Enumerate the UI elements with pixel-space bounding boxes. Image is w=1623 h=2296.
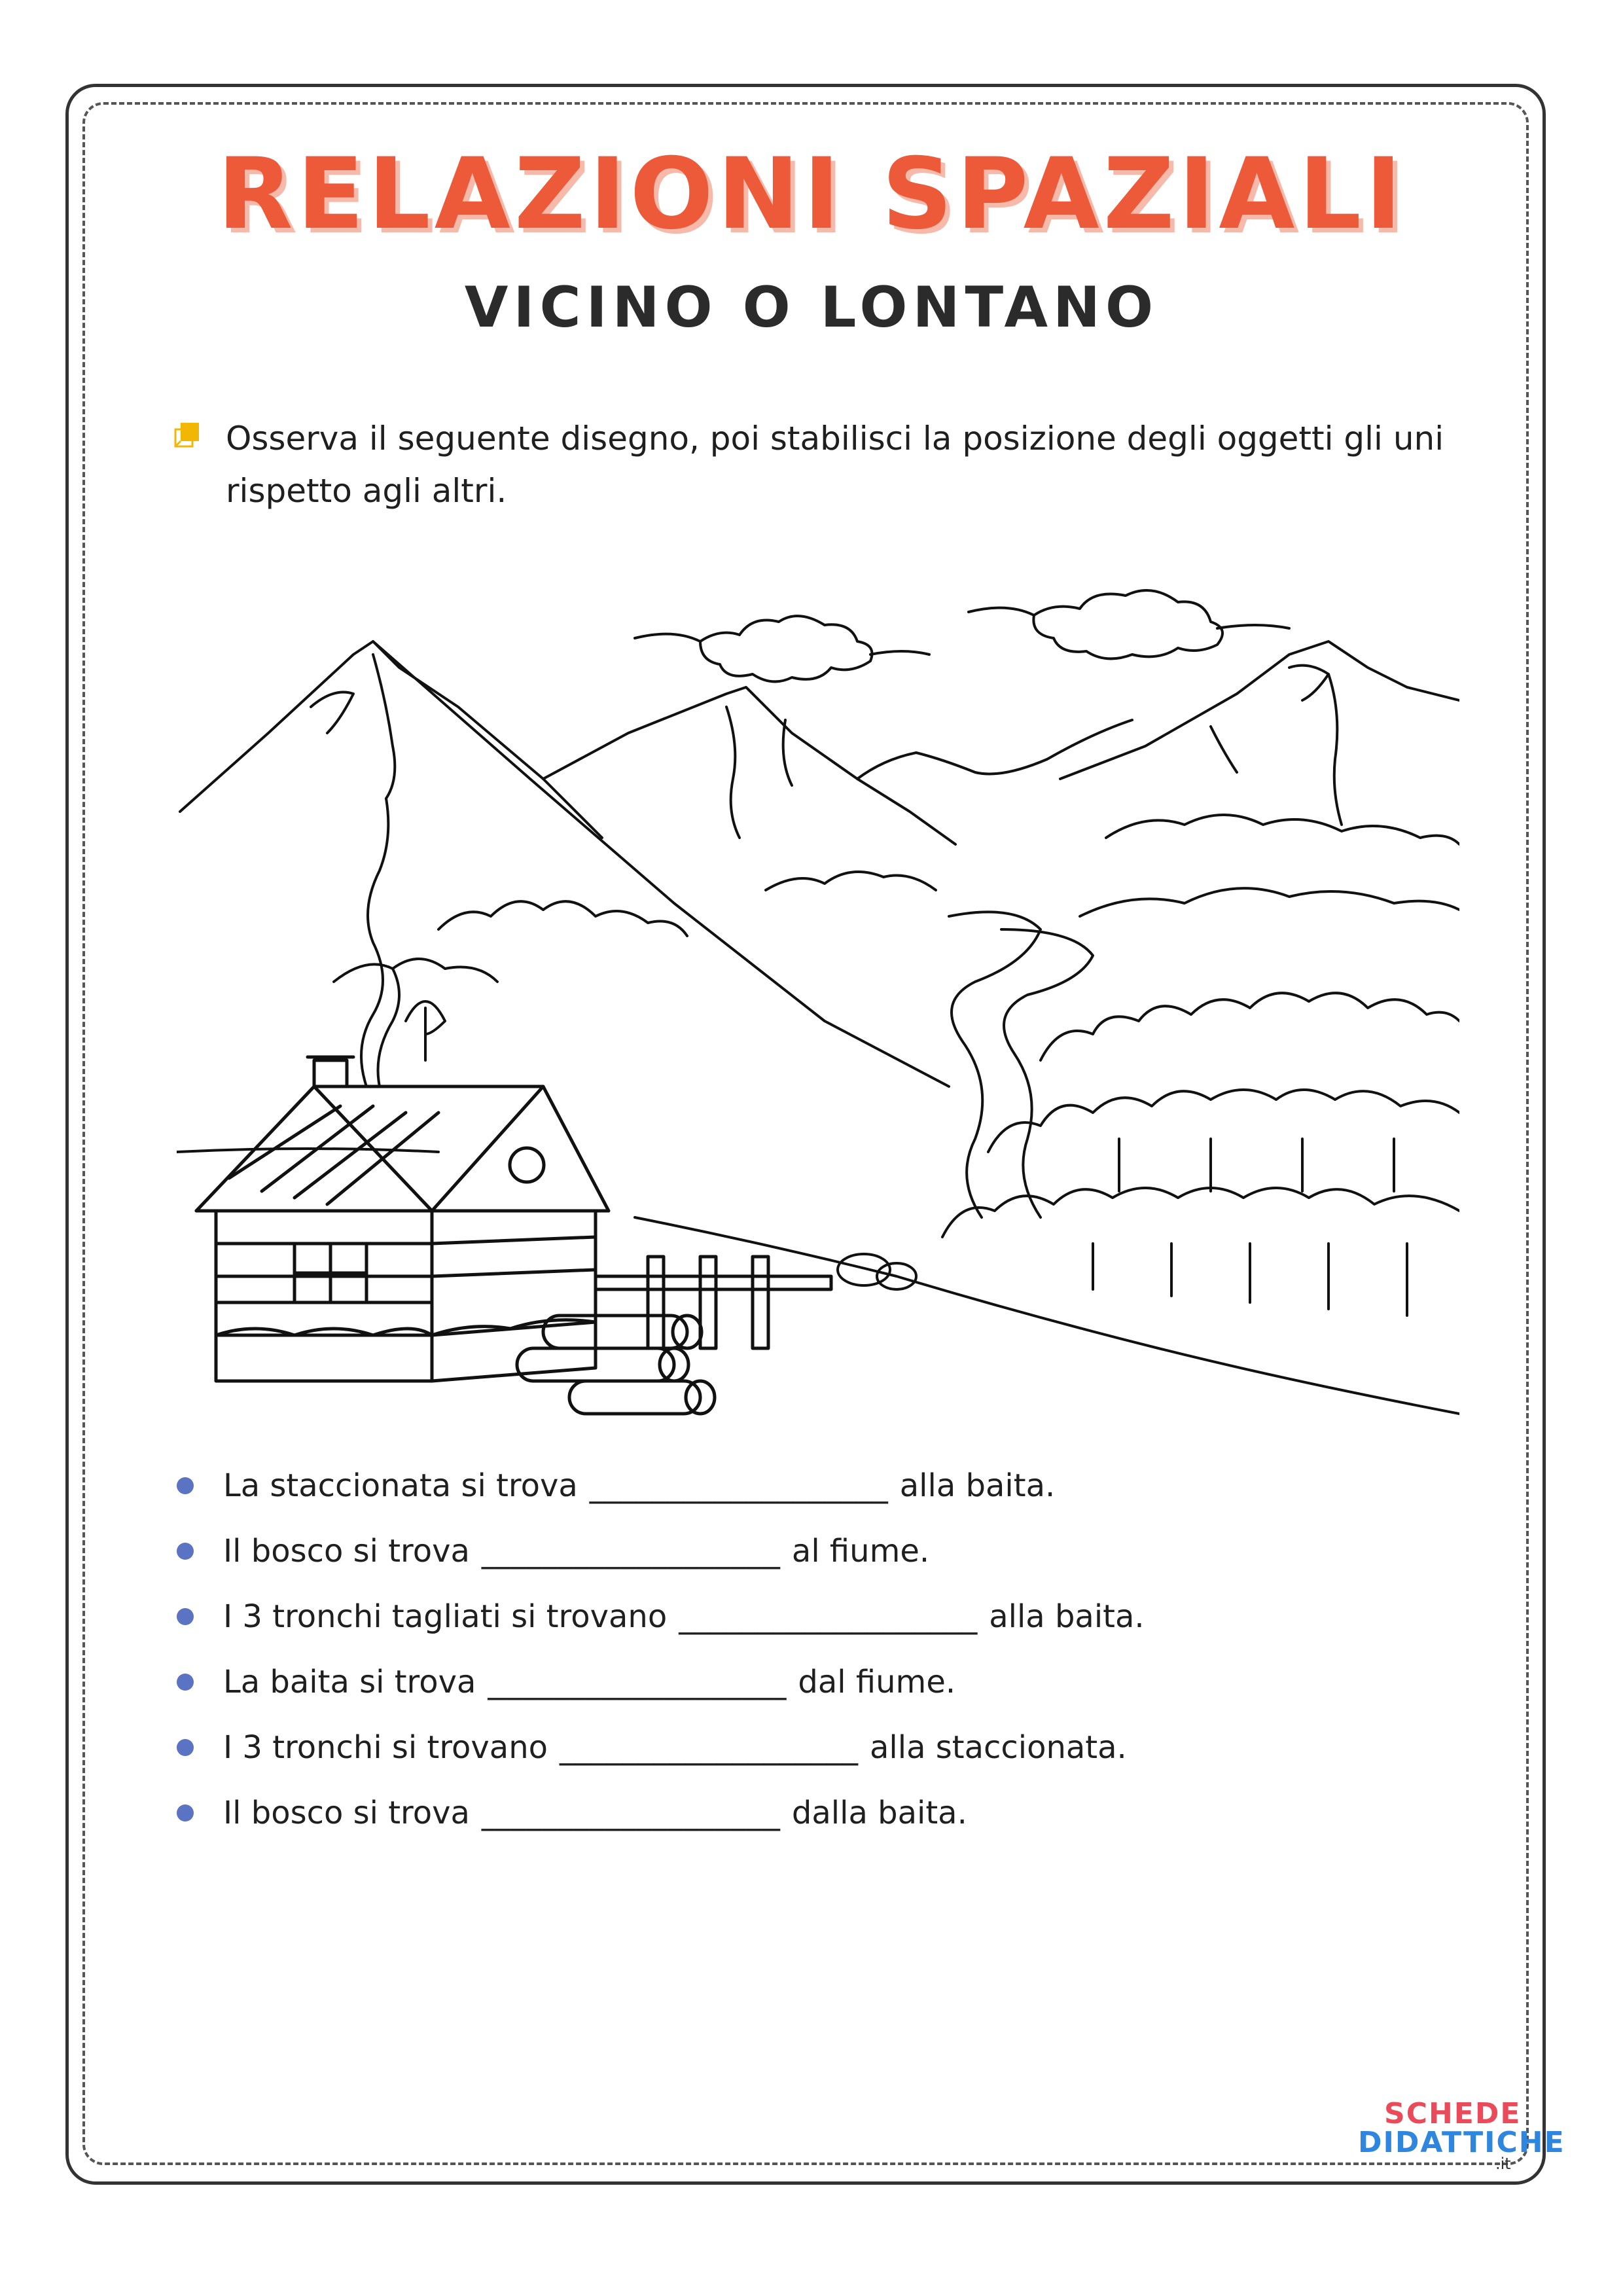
question-text-after: alla baita. bbox=[989, 1598, 1145, 1635]
question-text-after: al fiume. bbox=[791, 1533, 930, 1570]
question-item bbox=[177, 1584, 1486, 1649]
page-title: RELAZIONI SPAZIALI bbox=[217, 137, 1406, 251]
mountain-right bbox=[1060, 641, 1459, 779]
answer-blank[interactable]: ___________________ bbox=[488, 1664, 787, 1700]
logo-line-2: DIDATTICHE bbox=[1358, 2126, 1565, 2159]
question-text-before: I 3 tronchi tagliati si trovano bbox=[223, 1598, 668, 1635]
page-subtitle: VICINO O LONTANO bbox=[464, 275, 1159, 340]
pencil-note-icon bbox=[171, 420, 203, 452]
bullet-dot bbox=[177, 1477, 194, 1494]
question-text-before: Il bosco si trova bbox=[223, 1533, 470, 1570]
cloud-left bbox=[635, 616, 929, 681]
question-item bbox=[177, 1453, 1486, 1518]
cut-logs bbox=[517, 1316, 715, 1414]
cloud-right bbox=[969, 590, 1289, 658]
fence bbox=[596, 1257, 831, 1348]
answer-blank[interactable]: ___________________ bbox=[559, 1729, 858, 1766]
bullet-dot bbox=[177, 1804, 194, 1821]
question-text-before: La staccionata si trova bbox=[223, 1467, 578, 1504]
chimney-smoke bbox=[361, 798, 388, 1086]
question-text-after: alla baita. bbox=[899, 1467, 1056, 1504]
instruction-text: Osserva il seguente disegno, poi stabilisci la posizione degli oggetti gli uni rispetto agli altri. bbox=[226, 420, 1444, 510]
question-text-before: Il bosco si trova bbox=[223, 1795, 470, 1831]
question-text-before: I 3 tronchi si trovano bbox=[223, 1729, 548, 1766]
logo-suffix: .it bbox=[1495, 2155, 1511, 2173]
bullet-dot bbox=[177, 1739, 194, 1756]
answer-blank[interactable]: ___________________ bbox=[481, 1533, 780, 1570]
site-logo bbox=[1358, 2094, 1565, 2173]
question-text-after: dalla baita. bbox=[791, 1795, 967, 1831]
question-text-after: alla staccionata. bbox=[869, 1729, 1127, 1766]
answer-blank[interactable]: ___________________ bbox=[481, 1795, 780, 1831]
river bbox=[949, 912, 1041, 1217]
bullet-dot bbox=[177, 1674, 194, 1691]
bullet-dot bbox=[177, 1608, 194, 1625]
question-item bbox=[177, 1715, 1486, 1780]
question-item bbox=[177, 1518, 1486, 1584]
question-text-after: dal fiume. bbox=[798, 1664, 956, 1700]
bullet-dot bbox=[177, 1543, 194, 1560]
question-item bbox=[177, 1649, 1486, 1715]
question-text-before: La baita si trova bbox=[223, 1664, 476, 1700]
cabin bbox=[196, 1057, 609, 1381]
mountain-middle bbox=[543, 687, 955, 844]
logo-line-1: SCHEDE bbox=[1384, 2097, 1522, 2130]
rock bbox=[838, 1254, 890, 1285]
question-item bbox=[177, 1780, 1486, 1846]
answer-blank[interactable]: ___________________ bbox=[589, 1467, 888, 1504]
question-list bbox=[177, 1453, 1486, 1846]
answer-blank[interactable]: ___________________ bbox=[679, 1598, 978, 1635]
forest bbox=[942, 993, 1459, 1316]
landscape-illustration bbox=[177, 563, 1459, 1427]
